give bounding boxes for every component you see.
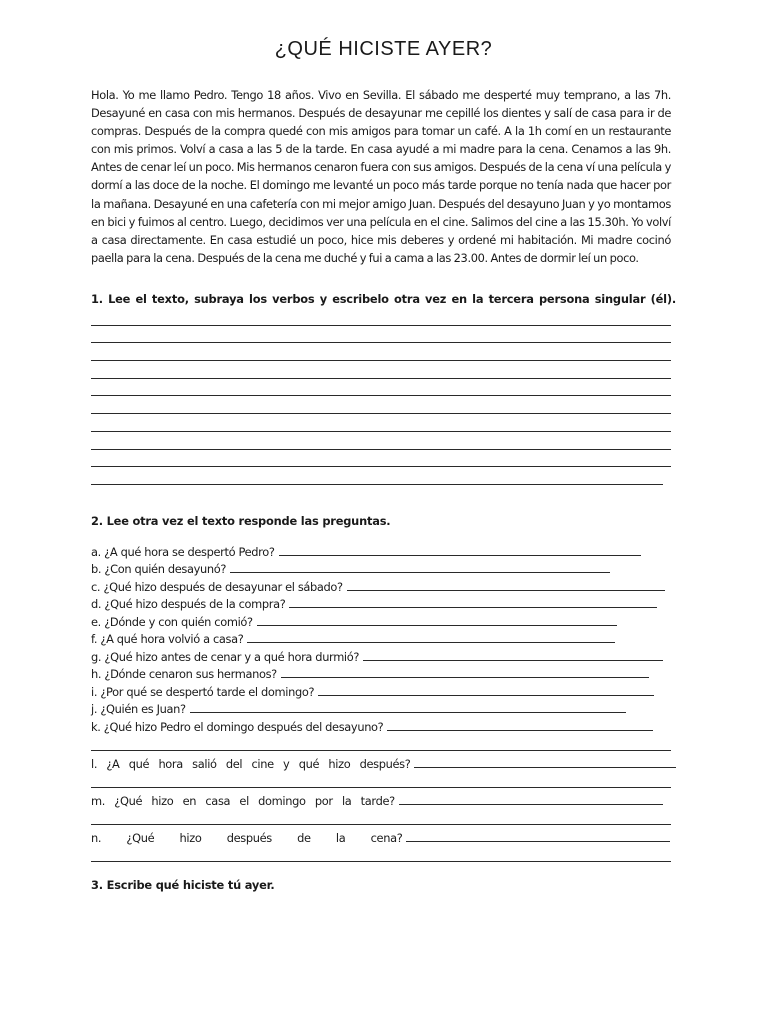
question-item: [91, 576, 681, 594]
answer-blank[interactable]: [279, 543, 641, 556]
question-text: h. ¿Dónde cenaron sus hermanos?: [91, 667, 277, 681]
question-item: [91, 681, 681, 699]
exercise-2-prompt: 2. Lee otra vez el texto responde las preguntas.: [91, 514, 391, 528]
worksheet-title: ¿QUÉ HICISTE AYER?: [274, 38, 493, 60]
answer-blank[interactable]: [289, 595, 657, 608]
question-list: [91, 541, 681, 862]
question-text: m. ¿Qué hizo en casa el domingo por la tarde?: [91, 793, 395, 808]
question-text: i. ¿Por qué se despertó tarde el domingo?: [91, 684, 315, 699]
answer-blank[interactable]: [363, 648, 663, 661]
answer-line[interactable]: [91, 396, 671, 414]
exercise-1-prompt: 1. Lee el texto, subraya los verbos y escribelo otra vez en la tercera persona singular (él).: [91, 292, 676, 306]
answer-blank[interactable]: [247, 630, 615, 643]
answer-blank[interactable]: [414, 755, 676, 768]
exercise-1: [91, 290, 676, 485]
answer-line[interactable]: [91, 808, 671, 826]
exercise-3: [91, 876, 676, 894]
answer-line[interactable]: [91, 379, 671, 397]
answer-line[interactable]: [91, 771, 671, 789]
question-item: [91, 611, 681, 629]
question-text: l. ¿A qué hora salió del cine y qué hizo después?: [91, 756, 411, 771]
question-text: c. ¿Qué hizo después de desayunar el sábado?: [91, 579, 343, 594]
question-item: [91, 699, 681, 717]
question-item: [91, 594, 681, 612]
question-item: [91, 629, 681, 647]
exercise-1-answer-lines: [91, 308, 676, 485]
answer-line[interactable]: [91, 845, 671, 863]
question-text: g. ¿Qué hizo antes de cenar y a qué hora durmió?: [91, 649, 360, 664]
question-text: k. ¿Qué hizo Pedro el domingo después del desayuno?: [91, 719, 384, 734]
answer-blank[interactable]: [318, 683, 654, 696]
answer-line[interactable]: [91, 361, 671, 379]
answer-line[interactable]: [91, 343, 671, 361]
question-text: e. ¿Dónde y con quién comió?: [91, 614, 253, 629]
answer-line[interactable]: [91, 308, 671, 326]
question-text: a. ¿A qué hora se despertó Pedro?: [91, 544, 275, 559]
question-item: [91, 753, 681, 771]
answer-blank[interactable]: [399, 792, 663, 805]
question-item: [91, 790, 681, 808]
question-item: [91, 541, 681, 559]
story-paragraph: Hola. Yo me llamo Pedro. Tengo 18 años. Vivo en Sevilla. El sábado me desperté muy temprano, a las 7h. Desayuné en casa con mis hermanos. Después de desayunar me cepillé los dientes y salí de casa para ir de compras. Después de la compra quedé con mis amigos para tomar un café. A la 1h comí en un restaurante con mis primos. Volví a casa a las 5 de la tarde. En casa ayudé a mi madre para la cena. Cenamos a las 9h. Antes de cenar leí un poco. Mis hermanos cenaron fuera con sus amigos. Después de la cena ví una película y dormí a las doce de la noche. El domingo me levanté un poco más tarde porque no tenía nada que hacer por la mañana. Desayuné en una cafetería con mi mejor amigo Juan. Después del desayuno Juan y yo montamos en bici y fuimos al centro. Luego, decidimos ver una película en el cine. Salimos del cine a las 15.30h. Yo volví a casa directamente. En casa estudié un poco, hice mis deberes y ordené mi habitación. Mi madre cocinó paella para la cena. Después de la cena me duché y fui a cama a las 23.00. Antes de dormir leí un poco.: [91, 88, 671, 265]
answer-line[interactable]: [91, 432, 671, 450]
question-text: b. ¿Con quién desayunó?: [91, 562, 227, 576]
question-item: [91, 716, 681, 734]
question-text: d. ¿Qué hizo después de la compra?: [91, 597, 286, 611]
question-item: [91, 664, 681, 682]
question-text: f. ¿A qué hora volvió a casa?: [91, 632, 244, 646]
answer-blank[interactable]: [230, 560, 610, 573]
question-text: n. ¿Qué hizo después de la cena?: [91, 830, 403, 845]
answer-blank[interactable]: [257, 613, 617, 626]
answer-blank[interactable]: [387, 718, 653, 731]
question-text: j. ¿Quién es Juan?: [91, 702, 186, 716]
answer-blank[interactable]: [406, 829, 670, 842]
answer-line[interactable]: [91, 414, 671, 432]
exercise-3-prompt: 3. Escribe qué hiciste tú ayer.: [91, 878, 275, 892]
exercise-2: [91, 512, 681, 862]
question-item: [91, 827, 681, 845]
answer-blank[interactable]: [347, 578, 665, 591]
question-item: [91, 559, 681, 577]
answer-line[interactable]: [91, 467, 663, 485]
question-item: [91, 646, 681, 664]
answer-line[interactable]: [91, 450, 671, 468]
answer-line[interactable]: [91, 734, 671, 752]
answer-blank[interactable]: [281, 665, 649, 678]
answer-line[interactable]: [91, 326, 671, 344]
answer-blank[interactable]: [190, 700, 626, 713]
